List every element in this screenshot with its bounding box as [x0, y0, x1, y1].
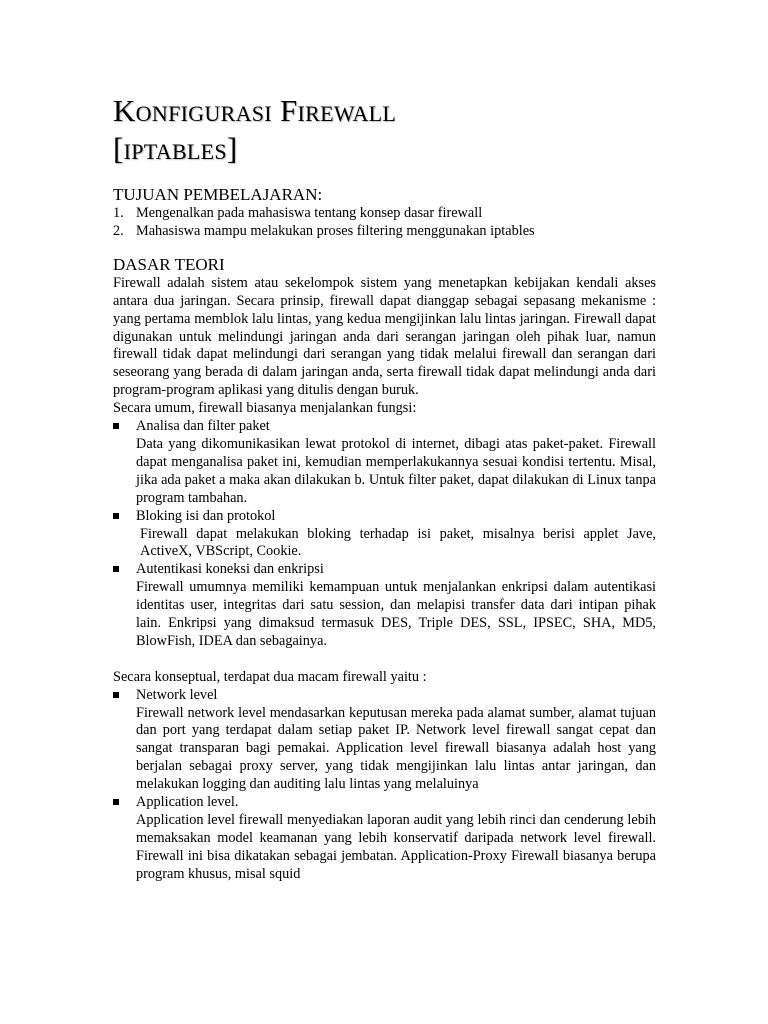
objective-item	[113, 205, 656, 223]
objective-number: 1.	[113, 205, 124, 221]
function-description: Data yang dikomunikasikan lewat protokol di internet, dibagi atas paket-paket. Firewall dapat menganalisa paket ini, kemudian memperlakukannya sesuai kondisi tertentu. Misal, jika ada paket a maka akan dilakukan b. Untuk filter paket, dapat dilakukan di Linux tanpa program tambahan.	[136, 435, 656, 506]
firewall-type-description: Firewall network level mendasarkan keputusan mereka pada alamat sumber, alamat tujuan dan port yang terdapat dalam setiap paket IP. Network level firewall sangat cepat dan sangat transparan bagi pemakai. Application level firewall biasanya adalah host yang berjalan sebagai proxy server, yang tidak mengijinkan lalu lintas antar jaringan, dan melakukan logging dan auditing lalu lintas yang melaluinya	[136, 704, 656, 793]
firewall-type-description: Application level firewall menyediakan laporan audit yang lebih rinci dan cenderung lebih memaksakan model keamanan yang lebih konservatif daripada network level firewall. Firewall ini bisa dikatakan sebagai jembatan. Application-Proxy Firewall biasanya berupa program khusus, misal squid	[136, 811, 656, 882]
title-line-2: [iptables]	[113, 131, 238, 166]
function-title: Analisa dan filter paket	[136, 418, 270, 435]
bullet-square-icon	[113, 692, 119, 698]
firewall-type-title: Network level	[136, 686, 218, 703]
function-description: Firewall umumnya memiliki kemampuan untuk menjalankan enkripsi dalam autentikasi identitas user, integritas dari satu session, dan melapisi transfer data dari intipan pihak lain. Enkripsi yang dimaksud termasuk DES, Triple DES, SSL, IPSEC, SHA, MD5, BlowFish, IDEA dan sebagainya.	[136, 579, 656, 649]
title-line-1: Konfigurasi Firewall	[113, 93, 397, 128]
function-item	[113, 561, 656, 651]
theory-heading: DASAR TEORI	[113, 254, 225, 274]
bullet-square-icon	[113, 799, 119, 805]
theory-intro-paragraph: Firewall adalah sistem atau sekelompok sistem yang menetapkan kebijakan kendali akses antara dua jaringan. Secara prinsip, firewall dapat dianggap sebagai sepasang mekanisme : yang pertama memblok lalu lintas, yang kedua mengijinkan lalu lintas jaringan. Firewall dapat digunakan untuk melindungi jaringan anda dari serangan jaringan oleh pihak luar, namun firewall tidak dapat melindungi dari serangan yang tidak melalui firewall dan serangan dari seseorang yang berada di dalam jaringan anda, serta firewall tidak dapat melindungi anda dari program-program aplikasi yang ditulis dengan buruk.	[113, 274, 656, 399]
objective-item	[113, 223, 656, 241]
functions-list	[113, 418, 656, 651]
bullet-square-icon	[113, 566, 119, 572]
paragraph-spacer	[113, 651, 656, 669]
objective-number: 2.	[113, 222, 124, 239]
document-content	[113, 92, 656, 884]
objective-text: Mengenalkan pada mahasiswa tentang konsep dasar firewall	[136, 205, 483, 221]
document-title	[113, 92, 656, 168]
function-item	[113, 418, 656, 508]
bullet-square-icon	[113, 513, 119, 519]
functions-intro: Secara umum, firewall biasanya menjalankan fungsi:	[113, 400, 417, 417]
function-title: Bloking isi dan protokol	[136, 507, 276, 524]
objectives-heading: TUJUAN PEMBELAJARAN:	[113, 185, 323, 204]
bullet-square-icon	[113, 423, 119, 429]
function-title: Autentikasi koneksi dan enkripsi	[136, 561, 324, 578]
firewall-types-list	[113, 687, 656, 884]
types-intro: Secara konseptual, terdapat dua macam firewall yaitu :	[113, 668, 427, 685]
firewall-type-title: Application level.	[136, 794, 239, 811]
function-description: Firewall dapat melakukan bloking terhadap isi paket, misalnya berisi applet Jave, ActiveX, VBScript, Cookie.	[140, 525, 656, 560]
objective-text: Mahasiswa mampu melakukan proses filtering menggunakan iptables	[136, 222, 535, 239]
function-item	[113, 508, 656, 562]
objectives-list	[113, 205, 656, 241]
firewall-type-item	[113, 687, 656, 794]
firewall-type-item	[113, 794, 656, 884]
